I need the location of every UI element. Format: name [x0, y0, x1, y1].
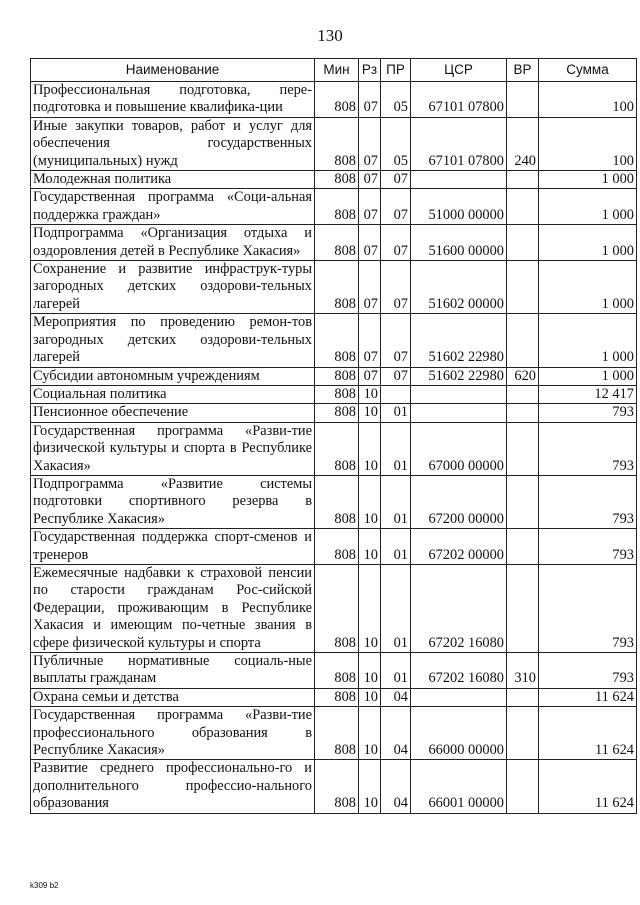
row-csr-cell: 67101 07800 — [411, 117, 507, 170]
row-csr-cell: 66000 00000 — [411, 707, 507, 760]
row-name-cell: Социальная политика — [31, 385, 315, 403]
row-vr-cell: 310 — [507, 653, 539, 689]
row-min-cell: 808 — [315, 171, 359, 189]
row-rz-cell: 10 — [359, 653, 381, 689]
table-row — [31, 475, 637, 528]
row-vr-cell — [507, 475, 539, 528]
row-rz-cell: 07 — [359, 225, 381, 261]
row-pr-cell: 01 — [381, 422, 411, 475]
row-rz-cell: 10 — [359, 707, 381, 760]
row-rz-cell: 10 — [359, 760, 381, 813]
row-pr-cell: 07 — [381, 261, 411, 314]
row-sum-cell: 100 — [539, 82, 637, 118]
table-row — [31, 760, 637, 813]
row-sum-cell: 11 624 — [539, 760, 637, 813]
row-pr-cell: 07 — [381, 189, 411, 225]
row-name-cell: Публичные нормативные социаль-ные выплаты гражданам — [31, 653, 315, 689]
row-vr-cell — [507, 422, 539, 475]
row-csr-cell: 51602 22980 — [411, 314, 507, 367]
row-csr-cell: 67200 00000 — [411, 475, 507, 528]
row-vr-cell — [507, 385, 539, 403]
row-min-cell: 808 — [315, 117, 359, 170]
row-pr-cell: 04 — [381, 707, 411, 760]
row-csr-cell: 51602 22980 — [411, 367, 507, 385]
row-min-cell: 808 — [315, 82, 359, 118]
row-name-cell: Ежемесячные надбавки к страховой пенсии по старости гражданам Рос-сийской Федерации, проживающим в Республике Хакасия и имеющим по-четные звания в сфере физической культуры и спорта — [31, 564, 315, 652]
row-name-cell: Мероприятия по проведению ремон-тов загородных детских оздорови-тельных лагерей — [31, 314, 315, 367]
row-pr-cell — [381, 385, 411, 403]
row-rz-cell: 07 — [359, 171, 381, 189]
row-name-cell: Профессиональная подготовка, пере-подготовка и повышение квалифика-ции — [31, 82, 315, 118]
row-name-cell: Молодежная политика — [31, 171, 315, 189]
row-min-cell: 808 — [315, 475, 359, 528]
table-row — [31, 367, 637, 385]
row-rz-cell: 10 — [359, 564, 381, 652]
row-min-cell: 808 — [315, 564, 359, 652]
table-row — [31, 82, 637, 118]
row-sum-cell: 793 — [539, 564, 637, 652]
row-name-cell: Пенсионное обеспечение — [31, 404, 315, 422]
row-csr-cell: 51000 00000 — [411, 189, 507, 225]
row-csr-cell: 66001 00000 — [411, 760, 507, 813]
table-row — [31, 529, 637, 565]
row-vr-cell — [507, 564, 539, 652]
row-rz-cell: 10 — [359, 688, 381, 706]
row-vr-cell — [507, 707, 539, 760]
table-row — [31, 261, 637, 314]
row-sum-cell: 793 — [539, 475, 637, 528]
row-pr-cell: 07 — [381, 314, 411, 367]
row-rz-cell: 07 — [359, 367, 381, 385]
row-sum-cell: 793 — [539, 422, 637, 475]
row-vr-cell — [507, 82, 539, 118]
row-csr-cell — [411, 688, 507, 706]
row-name-cell: Государственная программа «Разви-тие профессионального образования в Республике Хакасия» — [31, 707, 315, 760]
row-rz-cell: 07 — [359, 261, 381, 314]
row-name-cell: Подпрограмма «Развитие системы подготовки спортивного резерва в Республике Хакасия» — [31, 475, 315, 528]
row-min-cell: 808 — [315, 261, 359, 314]
row-name-cell: Иные закупки товаров, работ и услуг для обеспечения государственных (муниципальных) нужд — [31, 117, 315, 170]
row-rz-cell: 10 — [359, 404, 381, 422]
row-pr-cell: 07 — [381, 225, 411, 261]
row-sum-cell: 100 — [539, 117, 637, 170]
row-sum-cell: 1 000 — [539, 171, 637, 189]
row-vr-cell — [507, 688, 539, 706]
row-rz-cell: 07 — [359, 82, 381, 118]
row-rz-cell: 07 — [359, 189, 381, 225]
row-vr-cell: 620 — [507, 367, 539, 385]
row-pr-cell: 01 — [381, 653, 411, 689]
table-row — [31, 707, 637, 760]
row-csr-cell — [411, 171, 507, 189]
row-rz-cell: 10 — [359, 385, 381, 403]
row-vr-cell — [507, 225, 539, 261]
row-min-cell: 808 — [315, 688, 359, 706]
row-vr-cell — [507, 314, 539, 367]
column-header-name: Наименование — [31, 59, 315, 82]
row-vr-cell — [507, 261, 539, 314]
row-name-cell: Субсидии автономным учреждениям — [31, 367, 315, 385]
table-row — [31, 385, 637, 403]
row-pr-cell: 04 — [381, 688, 411, 706]
row-sum-cell: 11 624 — [539, 688, 637, 706]
row-sum-cell: 1 000 — [539, 189, 637, 225]
row-csr-cell: 67202 16080 — [411, 564, 507, 652]
row-csr-cell — [411, 404, 507, 422]
row-rz-cell: 07 — [359, 117, 381, 170]
row-sum-cell: 12 417 — [539, 385, 637, 403]
row-name-cell: Государственная программа «Разви-тие физической культуры и спорта в Республике Хакасия» — [31, 422, 315, 475]
row-name-cell: Подпрограмма «Организация отдыха и оздоровления детей в Республике Хакасия» — [31, 225, 315, 261]
row-min-cell: 808 — [315, 760, 359, 813]
row-pr-cell: 01 — [381, 529, 411, 565]
row-name-cell: Государственная поддержка спорт-сменов и тренеров — [31, 529, 315, 565]
table-header-row — [31, 59, 637, 82]
row-min-cell: 808 — [315, 367, 359, 385]
row-pr-cell: 07 — [381, 171, 411, 189]
page-number: 130 — [317, 26, 343, 45]
table-row — [31, 189, 637, 225]
table-row — [31, 564, 637, 652]
table-row — [31, 653, 637, 689]
row-csr-cell: 67202 16080 — [411, 653, 507, 689]
budget-table — [30, 58, 637, 814]
table-row — [31, 225, 637, 261]
row-sum-cell: 11 624 — [539, 707, 637, 760]
row-pr-cell: 07 — [381, 367, 411, 385]
row-csr-cell: 67101 07800 — [411, 82, 507, 118]
row-vr-cell — [507, 404, 539, 422]
row-vr-cell — [507, 760, 539, 813]
column-header-pr: ПР — [381, 59, 411, 82]
row-rz-cell: 07 — [359, 314, 381, 367]
row-pr-cell: 05 — [381, 82, 411, 118]
table-row — [31, 688, 637, 706]
row-rz-cell: 10 — [359, 475, 381, 528]
row-name-cell: Сохранение и развитие инфраструк-туры загородных детских оздорови-тельных лагерей — [31, 261, 315, 314]
table-row — [31, 171, 637, 189]
table-row — [31, 117, 637, 170]
row-csr-cell: 67000 00000 — [411, 422, 507, 475]
column-header-min: Мин — [315, 59, 359, 82]
column-header-csr: ЦСР — [411, 59, 507, 82]
table-body — [31, 82, 637, 814]
table-row — [31, 422, 637, 475]
row-min-cell: 808 — [315, 314, 359, 367]
row-csr-cell: 67202 00000 — [411, 529, 507, 565]
row-name-cell: Государственная программа «Соци-альная поддержка граждан» — [31, 189, 315, 225]
row-vr-cell — [507, 529, 539, 565]
row-pr-cell: 01 — [381, 564, 411, 652]
row-vr-cell — [507, 189, 539, 225]
row-sum-cell: 793 — [539, 653, 637, 689]
row-sum-cell: 793 — [539, 404, 637, 422]
row-vr-cell — [507, 171, 539, 189]
row-name-cell: Развитие среднего профессионально-го и дополнительного профессио-нального образования — [31, 760, 315, 813]
row-csr-cell: 51600 00000 — [411, 225, 507, 261]
column-header-rz: Рз — [359, 59, 381, 82]
row-pr-cell: 05 — [381, 117, 411, 170]
row-min-cell: 808 — [315, 189, 359, 225]
row-vr-cell: 240 — [507, 117, 539, 170]
row-min-cell: 808 — [315, 529, 359, 565]
row-sum-cell: 1 000 — [539, 367, 637, 385]
row-pr-cell: 01 — [381, 404, 411, 422]
row-min-cell: 808 — [315, 653, 359, 689]
row-rz-cell: 10 — [359, 422, 381, 475]
row-min-cell: 808 — [315, 422, 359, 475]
table-row — [31, 404, 637, 422]
row-min-cell: 808 — [315, 385, 359, 403]
row-pr-cell: 01 — [381, 475, 411, 528]
row-sum-cell: 1 000 — [539, 261, 637, 314]
row-rz-cell: 10 — [359, 529, 381, 565]
row-sum-cell: 793 — [539, 529, 637, 565]
table-row — [31, 314, 637, 367]
row-min-cell: 808 — [315, 404, 359, 422]
footer-code: k309 b2 — [30, 881, 59, 890]
row-csr-cell — [411, 385, 507, 403]
row-sum-cell: 1 000 — [539, 314, 637, 367]
column-header-vr: ВР — [507, 59, 539, 82]
row-name-cell: Охрана семьи и детства — [31, 688, 315, 706]
row-min-cell: 808 — [315, 225, 359, 261]
row-csr-cell: 51602 00000 — [411, 261, 507, 314]
row-min-cell: 808 — [315, 707, 359, 760]
column-header-sum: Сумма — [539, 59, 637, 82]
row-pr-cell: 04 — [381, 760, 411, 813]
row-sum-cell: 1 000 — [539, 225, 637, 261]
